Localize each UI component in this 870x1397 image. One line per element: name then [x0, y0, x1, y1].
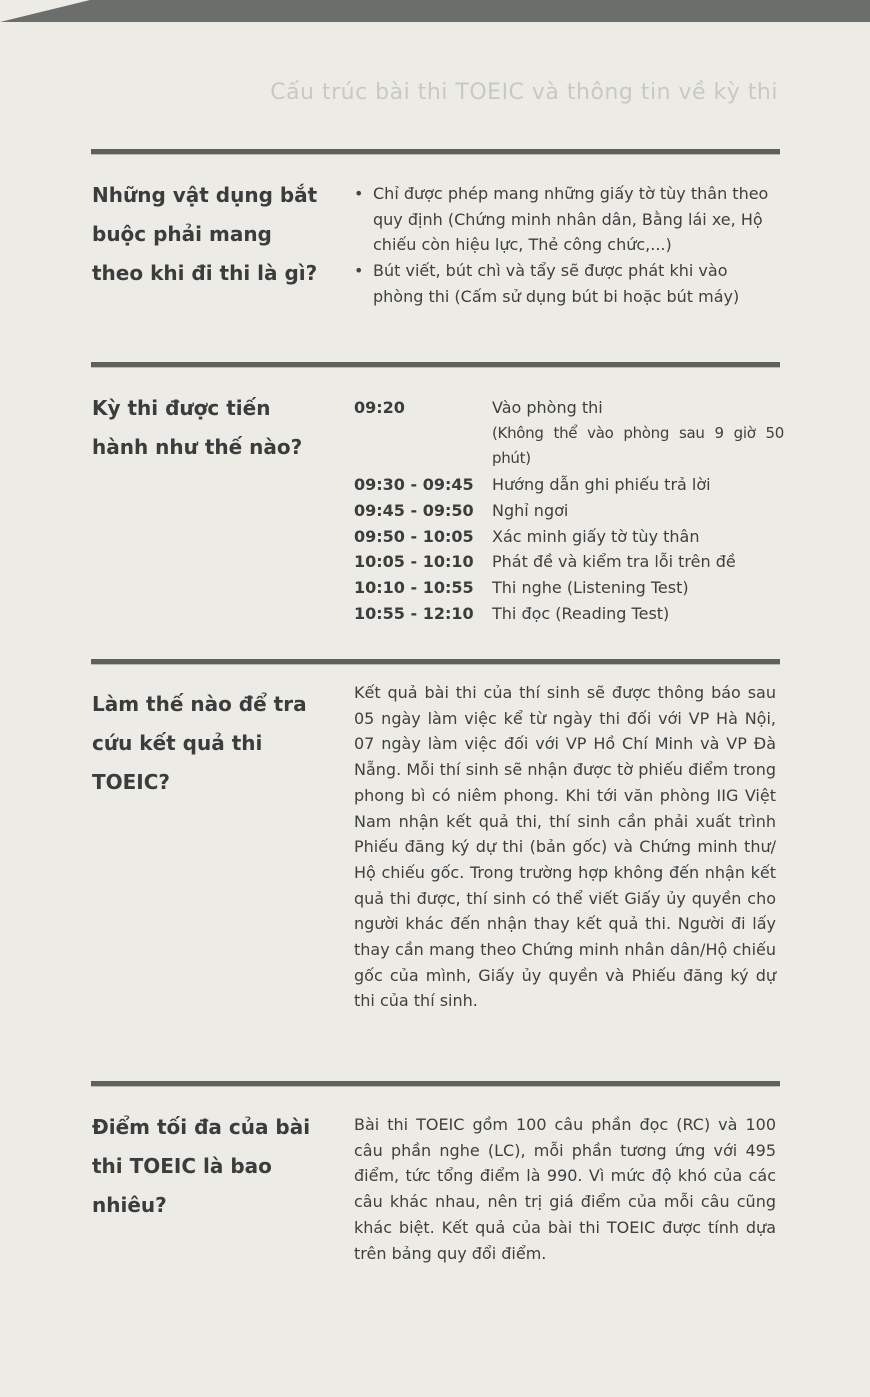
top-band	[0, 0, 870, 22]
faq-answer-results: Kết quả bài thi của thí sinh sẽ được thông báo sau 05 ngày làm việc kể từ ngày thi đối với VP Hà Nội, 07 ngày làm việc đối với VP Hồ Chí Minh và VP Đà Nẵng. Mỗi thí sinh sẽ nhận được tờ phiếu điểm trong phong bì có niêm phong. Khi tới văn phòng IIG Việt Nam nhận kết quả thi, thí sinh cần phải xuất trình Phiếu đăng ký dự thi (bản gốc) và Chứng minh thư/ Hộ chiếu gốc. Trong trường hợp không đến nhận kết quả thi được, thí sinh có thể viết Giấy ủy quyền cho người khác đến nhận thay kết quả thi. Người đi lấy thay cần mang theo Chứng minh nhân dân/Hộ chiếu gốc của mình, Giấy ủy quyền và Phiếu đăng ký dự thi của thí sinh.	[354, 683, 776, 1011]
page-header-title: Cấu trúc bài thi TOEIC và thông tin về kỳ thi	[270, 80, 778, 105]
schedule-row	[354, 395, 784, 472]
schedule-note: (Không thể vào phòng sau 9 giờ 50 phút)	[492, 423, 784, 468]
faq-question-results: Làm thế nào để tra cứu kết quả thi TOEIC?	[92, 692, 307, 794]
schedule-time: 10:10 - 10:55	[354, 577, 474, 597]
schedule-activity: Xác minh giấy tờ tùy thân	[492, 526, 700, 546]
schedule-activity: Thi đọc (Reading Test)	[492, 603, 670, 623]
faq-answer-items	[354, 181, 776, 310]
faq-question-schedule: Kỳ thi được tiến hành như thế nào?	[92, 396, 303, 459]
schedule-time: 10:55 - 12:10	[354, 603, 474, 623]
section-divider	[91, 149, 780, 154]
schedule-activity: Vào phòng thi	[492, 398, 603, 417]
faq-answer-max-score: Bài thi TOEIC gồm 100 câu phần đọc (RC) và 100 câu phần nghe (LC), mỗi phần tương ứng với 495 điểm, tức tổng điểm là 990. Vì mức độ khó của các câu khác nhau, nên trị giá điểm của mỗi câu cũng khác biệt. Kết quả của bài thi TOEIC được tính dựa trên bảng quy đổi điểm.	[354, 1115, 776, 1263]
schedule-time: 09:50 - 10:05	[354, 526, 474, 546]
schedule-row	[354, 575, 784, 601]
schedule-activity: Hướng dẫn ghi phiếu trả lời	[492, 475, 711, 495]
schedule-time: 10:05 - 10:10	[354, 552, 474, 572]
schedule-activity: Nghỉ ngơi	[492, 500, 569, 520]
schedule-row	[354, 472, 784, 498]
faq-question-max-score: Điểm tối đa của bài thi TOEIC là bao nhiêu?	[92, 1115, 311, 1217]
schedule-row	[354, 524, 784, 550]
section-divider	[91, 659, 780, 664]
schedule-activity: Phát đề và kiểm tra lỗi trên đề	[492, 552, 736, 572]
schedule-activity: Thi nghe (Listening Test)	[492, 577, 689, 597]
bullet-item: • Chỉ được phép mang những giấy tờ tùy thân theo quy định (Chứng minh nhân dân, Bằng lái xe, Hộ chiếu còn hiệu lực, Thẻ công chức,...)	[354, 181, 776, 258]
section-divider	[91, 1081, 780, 1086]
schedule-time: 09:20	[354, 398, 405, 417]
bullet-list	[354, 181, 776, 310]
faq-question-items: Những vật dụng bắt buộc phải mang theo khi đi thi là gì?	[92, 183, 318, 285]
top-band-notch	[0, 0, 90, 22]
schedule-row	[354, 601, 784, 627]
schedule-time: 09:30 - 09:45	[354, 475, 474, 495]
schedule-row	[354, 549, 784, 575]
bullet-item: • Bút viết, bút chì và tẩy sẽ được phát khi vào phòng thi (Cấm sử dụng bút bi hoặc bút máy)	[354, 258, 776, 309]
section-divider	[91, 362, 780, 367]
schedule-table	[354, 395, 784, 626]
schedule-row	[354, 498, 784, 524]
exam-schedule	[354, 395, 784, 626]
schedule-time: 09:45 - 09:50	[354, 500, 474, 520]
